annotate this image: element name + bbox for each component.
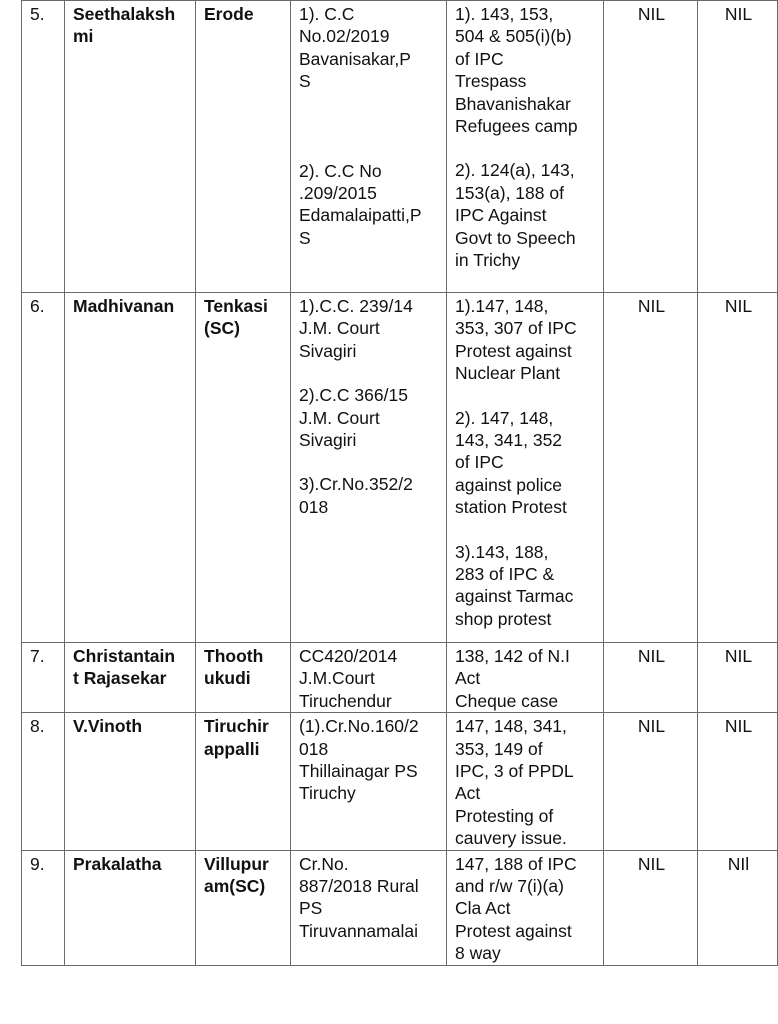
column-6-value: NIL bbox=[604, 293, 698, 643]
case-entry: CC420/2014 J.M.Court Tiruchendur bbox=[299, 646, 398, 711]
column-7-value: NIl bbox=[698, 850, 778, 965]
column-7-value: NIL bbox=[698, 713, 778, 850]
case-entry: Cr.No. 887/2018 Rural PS Tiruvannamalai bbox=[299, 853, 419, 941]
section-entry: 1).147, 148, 353, 307 of IPC Protest against Nuclear Plant bbox=[455, 296, 577, 384]
serial-number: 5. bbox=[22, 1, 65, 293]
serial-number: 7. bbox=[22, 643, 65, 713]
case-details bbox=[291, 713, 447, 850]
case-details bbox=[291, 1, 447, 293]
column-6-value: NIL bbox=[604, 713, 698, 850]
column-6-value: NIL bbox=[604, 850, 698, 965]
sections-details bbox=[447, 643, 604, 713]
serial-number: 6. bbox=[22, 293, 65, 643]
sections-details bbox=[447, 850, 604, 965]
sections-details bbox=[447, 1, 604, 293]
candidate-name: Seethalaksh mi bbox=[65, 1, 196, 293]
column-7-value: NIL bbox=[698, 293, 778, 643]
case-entry: 2). C.C No .209/2015 Edamalaipatti,P S bbox=[299, 160, 422, 248]
candidate-name: Prakalatha bbox=[65, 850, 196, 965]
case-entry: (1).Cr.No.160/2 018 Thillainagar PS Tiruchy bbox=[299, 716, 419, 804]
section-entry: 2). 124(a), 143, 153(a), 188 of IPC Against Govt to Speech in Trichy bbox=[455, 160, 576, 271]
candidate-name: Christantain t Rajasekar bbox=[65, 643, 196, 713]
table-row bbox=[22, 643, 778, 713]
table-row bbox=[22, 713, 778, 850]
case-details bbox=[291, 643, 447, 713]
constituency: Villupur am(SC) bbox=[196, 850, 291, 965]
constituency: Erode bbox=[196, 1, 291, 293]
section-entry: 147, 188 of IPC and r/w 7(i)(a) Cla Act Protest against 8 way bbox=[455, 853, 577, 964]
case-entry: 1). C.C No.02/2019 Bavanisakar,P S bbox=[299, 4, 411, 92]
constituency: Tiruchir appalli bbox=[196, 713, 291, 850]
case-entry: 3).Cr.No.352/2 018 bbox=[299, 474, 413, 517]
candidates-case-table bbox=[21, 0, 778, 966]
constituency: Tenkasi (SC) bbox=[196, 293, 291, 643]
sections-details bbox=[447, 293, 604, 643]
case-entry: 2).C.C 366/15 J.M. Court Sivagiri bbox=[299, 385, 408, 451]
serial-number: 8. bbox=[22, 713, 65, 850]
candidate-name: Madhivanan bbox=[65, 293, 196, 643]
sections-details bbox=[447, 713, 604, 850]
section-entry: 1). 143, 153, 504 & 505(i)(b) of IPC Trespass Bhavanishakar Refugees camp bbox=[455, 4, 578, 137]
section-entry: 147, 148, 341, 353, 149 of IPC, 3 of PPDL Act Protesting of cauvery issue. bbox=[455, 716, 574, 849]
column-6-value: NIL bbox=[604, 1, 698, 293]
column-7-value: NIL bbox=[698, 1, 778, 293]
section-entry: 3).143, 188, 283 of IPC & against Tarmac shop protest bbox=[455, 541, 574, 629]
case-details bbox=[291, 850, 447, 965]
section-entry: 2). 147, 148, 143, 341, 352 of IPC against police station Protest bbox=[455, 407, 567, 518]
table-row bbox=[22, 1, 778, 293]
constituency: Thooth ukudi bbox=[196, 643, 291, 713]
table-row bbox=[22, 850, 778, 965]
serial-number: 9. bbox=[22, 850, 65, 965]
table-row bbox=[22, 293, 778, 643]
column-7-value: NIL bbox=[698, 643, 778, 713]
section-entry: 138, 142 of N.I Act Cheque case bbox=[455, 646, 570, 711]
candidate-name: V.Vinoth bbox=[65, 713, 196, 850]
column-6-value: NIL bbox=[604, 643, 698, 713]
case-entry: 1).C.C. 239/14 J.M. Court Sivagiri bbox=[299, 296, 413, 361]
case-details bbox=[291, 293, 447, 643]
